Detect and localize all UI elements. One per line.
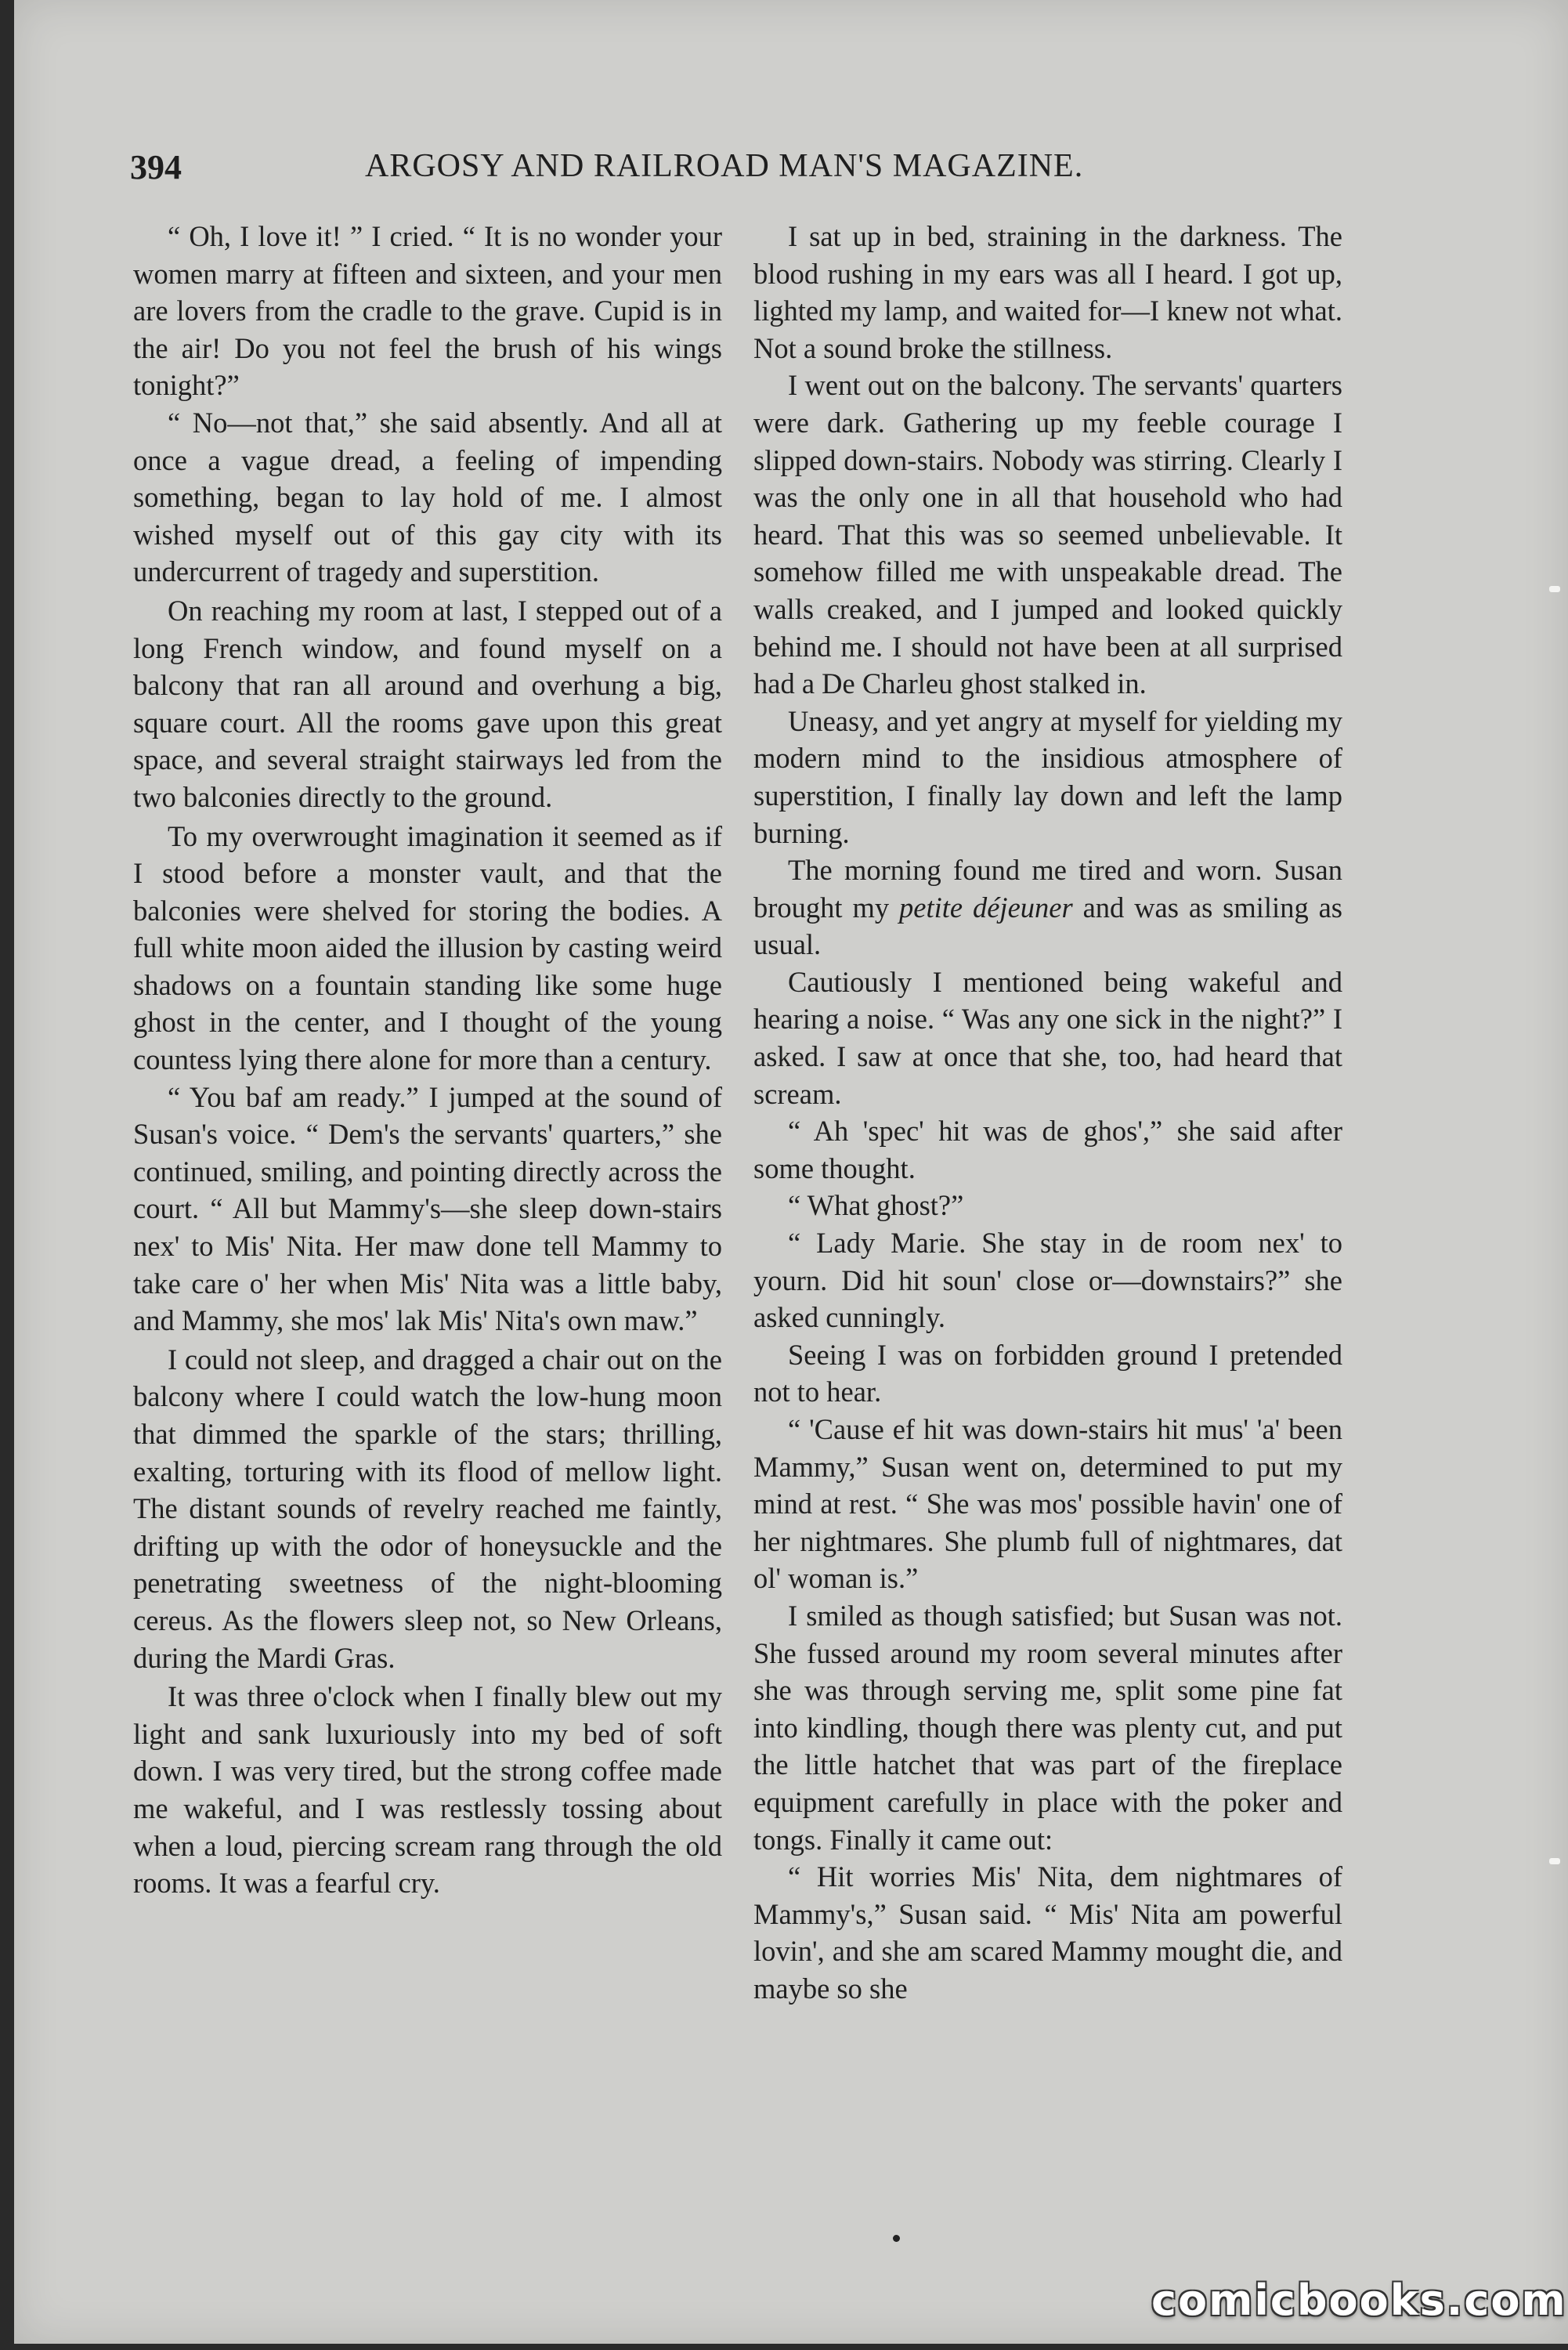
left-text-column bbox=[133, 218, 722, 1902]
paragraph: Seeing I was on forbidden ground I pretended not to hear. bbox=[753, 1338, 1342, 1408]
paragraph: “ Ah 'spec' hit was de ghos',” she said after some thought. bbox=[753, 1115, 1342, 1184]
paragraph: “ Hit worries Mis' Nita, dem nightmares of Mammy's,” Susan said. “ Mis' Nita am powerful lovin', and she am scared Mammy mought die, and maybe so she bbox=[753, 1860, 1342, 2005]
right-text-column bbox=[753, 218, 1342, 2008]
punch-mark bbox=[1549, 1858, 1560, 1864]
paragraph: The morning found me tired and worn. Susan brought my petite déjeuner and was as smiling as usual. bbox=[753, 854, 1343, 961]
paragraph: “ No—not that,” she said absently. And all at once a vague dread, a feeling of impending something, began to lay hold of me. I almost wished myself out of this gay city with its undercurrent of tragedy and superstition. bbox=[133, 406, 722, 588]
ink-dot bbox=[893, 2235, 900, 2242]
magazine-page bbox=[14, 0, 1568, 2344]
paragraph: “ 'Cause ef hit was down-stairs hit mus' 'a' been Mammy,” Susan went on, determined to put my mind at rest. “ She was mos' possible havin' one of her nightmares. She plumb full of nightmares, dat ol' woman is.” bbox=[753, 1413, 1342, 1595]
paragraph: I could not sleep, and dragged a chair out on the balcony where I could watch the low-hung moon that dimmed the sparkle of the stars; thrilling, exalting, torturing with its flood of mellow light. The distant sounds of revelry reached me faintly, drifting up with the odor of honeysuckle and the penetrating sweetness of the night-blooming cereus. As the flowers sleep not, so New Orleans, during the Mardi Gras. bbox=[133, 1343, 722, 1674]
paragraph: “ What ghost?” bbox=[788, 1189, 964, 1222]
page-header bbox=[130, 147, 1461, 202]
paragraph: “ You baf am ready.” I jumped at the sound of Susan's voice. “ Dem's the servants' quarters,” she continued, smiling, and pointing directly across the court. “ All but Mammy's—she sleep down-stairs nex' to Mis' Nita. Her maw done tell Mammy to take care o' her when Mis' Nita was a little baby, and Mammy, she mos' lak Mis' Nita's own maw.” bbox=[133, 1080, 722, 1337]
paragraph: It was three o'clock when I finally blew out my light and sank luxuriously into my bed of soft down. I was very tired, but the strong coffee made me wakeful, and I was restlessly tossing about when a loud, piercing scream rang through the old rooms. It was a fearful cry. bbox=[133, 1680, 722, 1900]
paragraph: I sat up in bed, straining in the darkness. The blood rushing in my ears was all I heard. I got up, lighted my lamp, and waited for—I knew not what. Not a sound broke the stillness. bbox=[753, 220, 1342, 364]
paragraph: “ Oh, I love it! ” I cried. “ It is no wonder your women marry at fifteen and sixteen, and your men are lovers from the cradle to the grave. Cupid is in the air! Do you not feel the brush of his wings tonight?” bbox=[133, 220, 722, 402]
paragraph: I went out on the balcony. The servants' quarters were dark. Gathering up my feeble courage I slipped down-stairs. Nobody was stirring. Clearly I was the only one in all that household who had heard. That this was so seemed unbelievable. It somehow filled me with unspeakable dread. The walls creaked, and I jumped and looked quickly behind me. I should not have been at all surprised had a De Charleu ghost stalked in. bbox=[753, 369, 1342, 700]
paragraph: On reaching my room at last, I stepped out of a long French window, and found myself on a balcony that ran all around and overhung a big, square court. All the rooms gave upon this great space, and several straight stairways led from the two balconies directly to the ground. bbox=[133, 594, 722, 813]
paragraph: Cautiously I mentioned being wakeful and hearing a noise. “ Was any one sick in the night?” I asked. I saw at once that she, too, had heard that scream. bbox=[753, 965, 1342, 1110]
italic-phrase: petite déjeuner bbox=[899, 891, 1073, 924]
watermark: comicbooks.com bbox=[1151, 2276, 1567, 2325]
punch-mark bbox=[1549, 586, 1560, 592]
paragraph: “ Lady Marie. She stay in de room nex' to yourn. Did hit soun' close or—downstairs?” she asked cunningly. bbox=[753, 1227, 1342, 1334]
page-number: 394 bbox=[130, 148, 182, 186]
running-title: ARGOSY AND RAILROAD MAN'S MAGAZINE. bbox=[365, 148, 1084, 184]
paragraph: I smiled as though satisfied; but Susan was not. She fussed around my room several minutes after she was through serving me, split some pine fat into kindling, though there was plenty cut, and put the little hatchet that was part of the fireplace equipment carefully in place with the poker and tongs. Finally it came out: bbox=[753, 1599, 1342, 1856]
paragraph: To my overwrought imagination it seemed as if I stood before a monster vault, and that the balconies were shelved for storing the bodies. A full white moon aided the illusion by casting weird shadows on a fountain standing like some huge ghost in the center, and I thought of the young countess lying there alone for more than a century. bbox=[133, 819, 722, 1076]
paragraph: Uneasy, and yet angry at myself for yielding my modern mind to the insidious atmosphere of superstition, I finally lay down and left the lamp burning. bbox=[753, 704, 1342, 849]
